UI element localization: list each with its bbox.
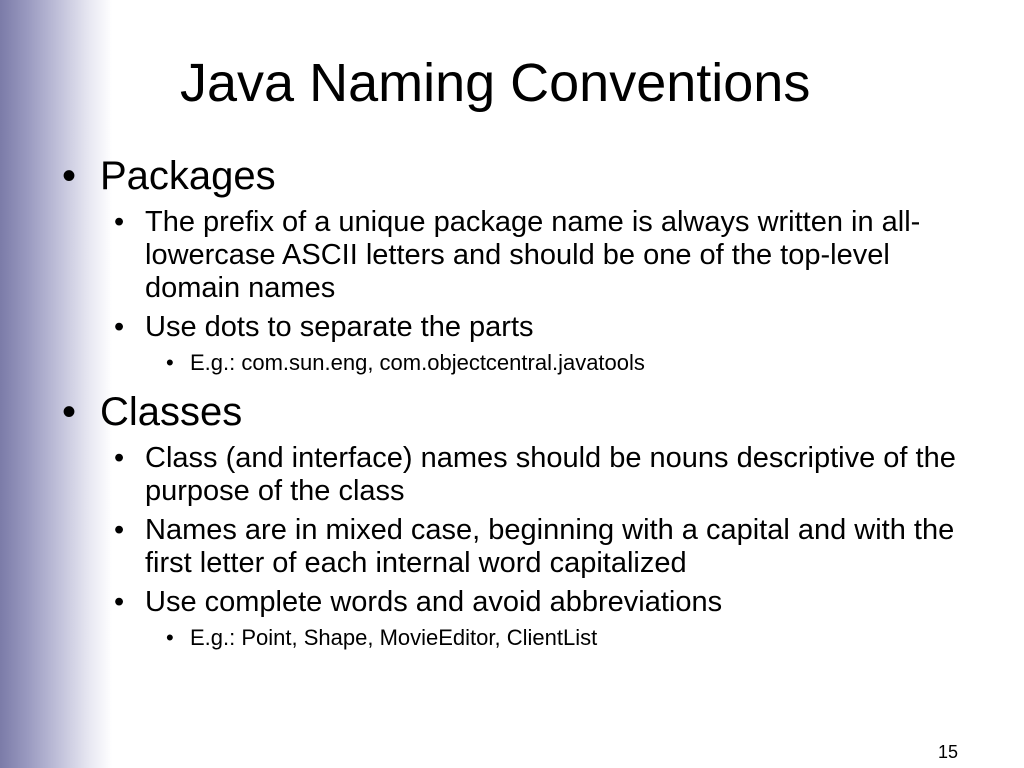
bullet-dot: • — [62, 154, 77, 198]
packages-example-text: E.g.: com.sun.eng, com.objectcentral.javatools — [190, 350, 645, 375]
bullet-dot: • — [114, 311, 125, 343]
classes-example-text: E.g.: Point, Shape, MovieEditor, ClientList — [190, 625, 598, 650]
classes-example — [62, 625, 962, 651]
slide-title: Java Naming Conventions — [180, 53, 811, 113]
slide-body — [62, 150, 962, 651]
bullet-dot: • — [166, 625, 174, 650]
bullet-dot: • — [114, 514, 125, 546]
bullet-packages — [62, 152, 962, 200]
packages-point-dots — [62, 311, 962, 344]
classes-point-complete-words — [62, 586, 962, 619]
packages-point-text: Use dots to separate the parts — [145, 311, 534, 343]
classes-point-mixed-case — [62, 514, 962, 580]
bullet-dot: • — [114, 206, 125, 238]
bullet-dot: • — [166, 350, 174, 375]
packages-heading: Packages — [100, 154, 276, 198]
packages-point-prefix — [62, 206, 962, 305]
slide-number: 15 — [938, 742, 959, 762]
classes-heading: Classes — [100, 390, 243, 434]
packages-point-text: The prefix of a unique package name is always written in all-lowercase ASCII letters and should be one of the top-level domain names — [145, 206, 921, 304]
classes-point-text: Class (and interface) names should be nouns descriptive of the purpose of the class — [145, 442, 956, 507]
bullet-dot: • — [62, 390, 77, 434]
classes-point-text: Names are in mixed case, beginning with a capital and with the first letter of each internal word capitalized — [145, 514, 955, 579]
classes-point-nouns — [62, 442, 962, 508]
classes-point-text: Use complete words and avoid abbreviations — [145, 586, 723, 618]
bullet-classes — [62, 388, 962, 436]
packages-example — [62, 350, 962, 376]
bullet-dot: • — [114, 442, 125, 474]
bullet-dot: • — [114, 586, 125, 618]
